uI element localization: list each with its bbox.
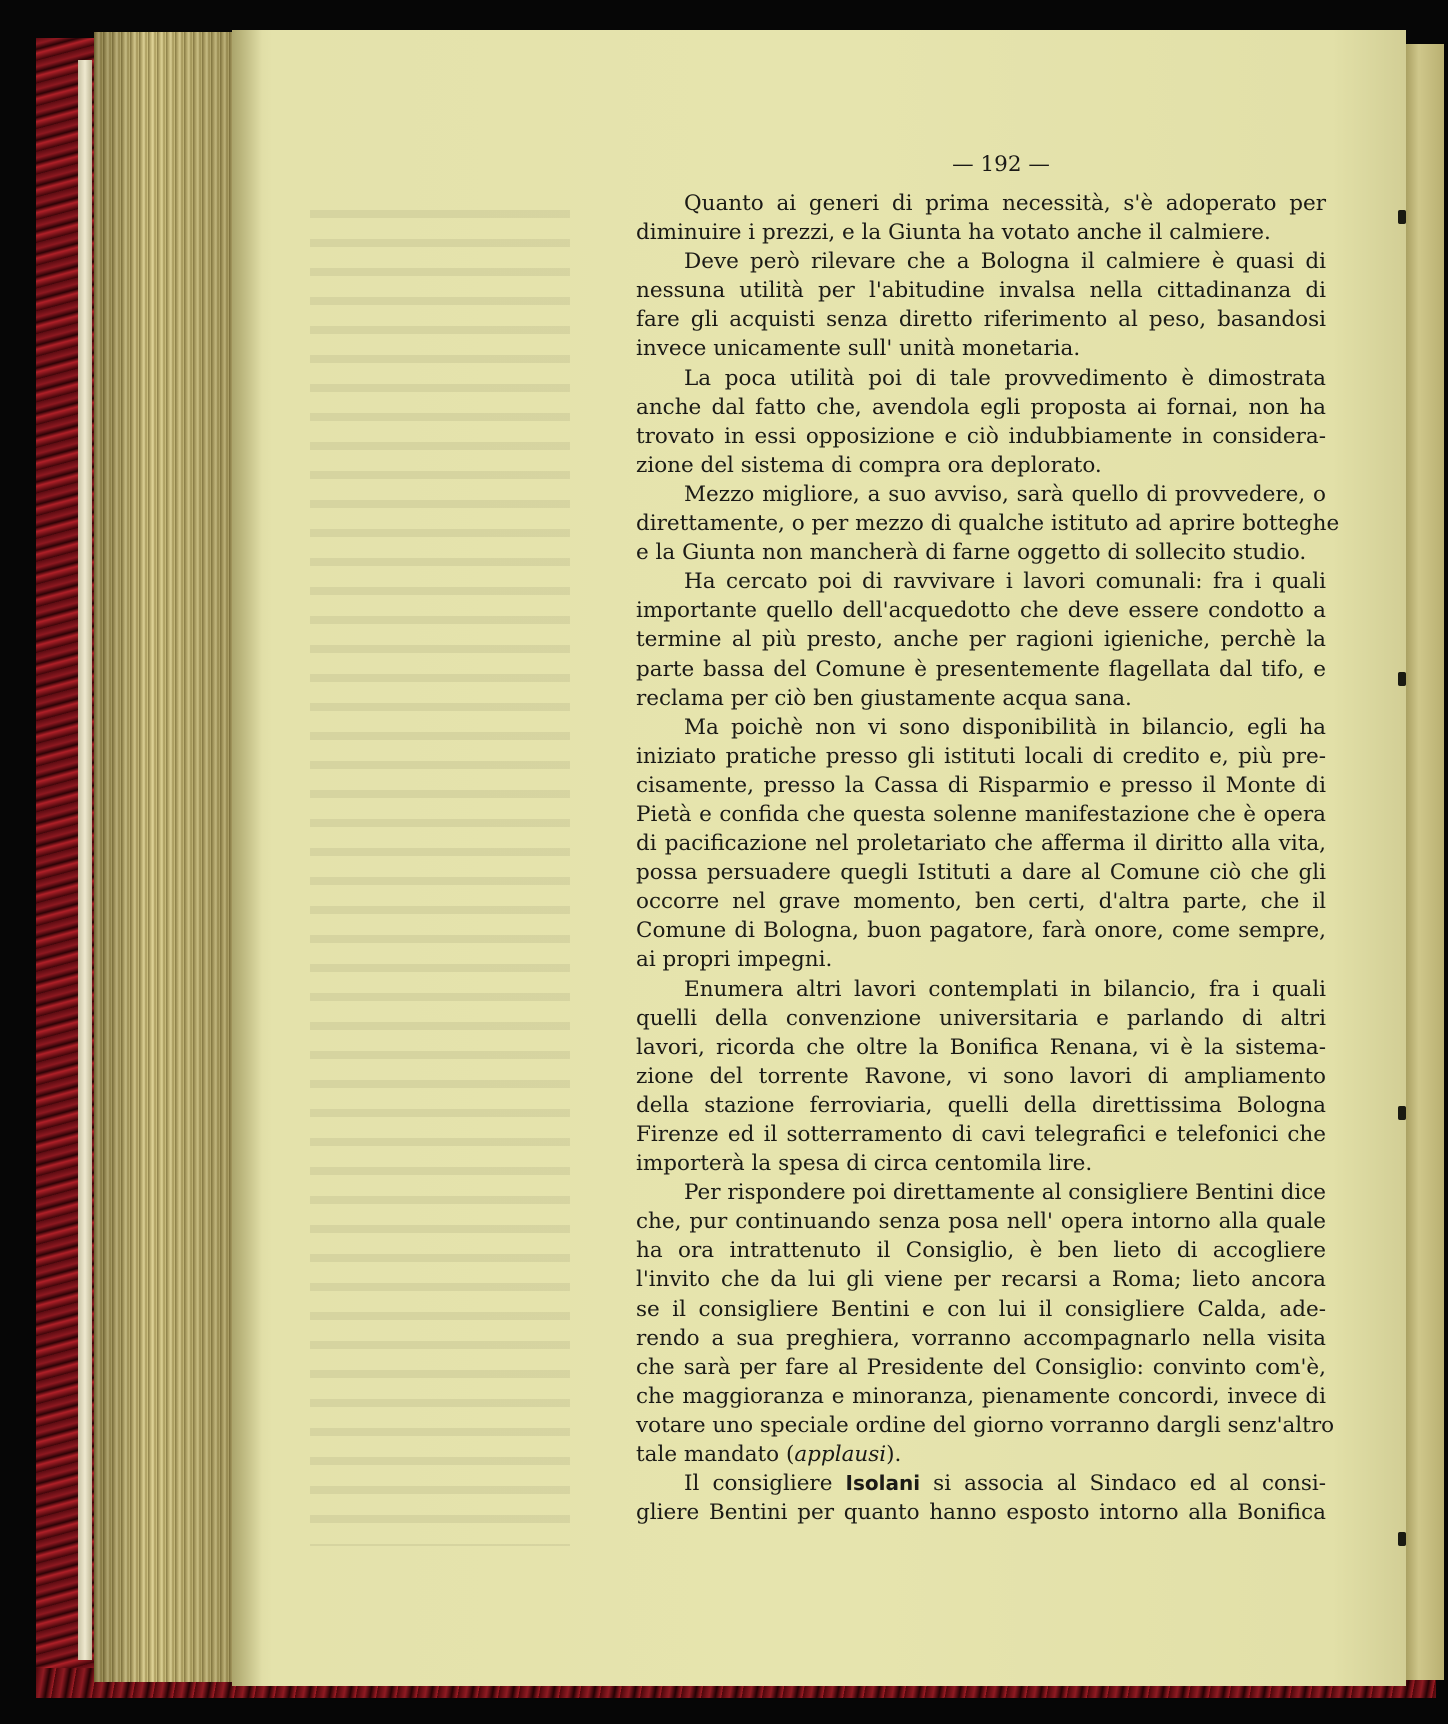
paragraph [636, 975, 1326, 1179]
text-line: Comune di Bologna, buon pagatore, farà onore, come sempre, [636, 918, 1326, 944]
paragraph [636, 247, 1326, 363]
closing-suffix: ). [886, 1442, 902, 1468]
text-line: ha ora intrattenuto il Consiglio, è ben lieto di accogliere [636, 1238, 1326, 1264]
edge-mark [1398, 672, 1406, 686]
edge-mark [1398, 210, 1406, 224]
text-line: importante quello dell'acquedotto che deve essere condotto a [636, 598, 1326, 624]
paragraph [636, 480, 1340, 567]
text-line: Mezzo migliore, a suo avviso, sarà quello di provvedere, o [684, 481, 1326, 507]
text-line: Pietà e confida che questa solenne manifestazione che è opera [636, 801, 1326, 827]
binding-edge [78, 60, 92, 1660]
text-line: se il consigliere Bentini e con lui il consigliere Calda, ade- [636, 1296, 1326, 1322]
text-line: Ma poichè non vi sono disponibilità in bilancio, egli ha [684, 714, 1326, 740]
edge-mark [1398, 1532, 1406, 1546]
text-line: Ha cercato poi di ravvivare i lavori comunali: fra i quali [684, 569, 1326, 595]
line-suffix: si associa al Sindaco ed al consi- [933, 1471, 1327, 1497]
text-line: direttamente, o per mezzo di qualche istituto ad aprire botteghe [636, 511, 1340, 537]
text-line: gliere Bentini per quanto hanno esposto intorno alla Bonifica [636, 1500, 1326, 1526]
text-line: e la Giunta non mancherà di farne oggetto di sollecito studio. [636, 540, 1307, 566]
text-line: La poca utilità poi di tale provvedimento è dimostrata [684, 365, 1326, 391]
text-line: parte bassa del Comune è presentemente flagellata dal tifo, e [636, 656, 1326, 682]
text-line: Enumera altri lavori contemplati in bilancio, fra i quali [684, 976, 1326, 1002]
applause-note: applausi [794, 1442, 887, 1468]
text-line: iniziato pratiche presso gli istituti locali di credito e, più pre- [636, 743, 1326, 769]
facing-page-edge [1402, 44, 1444, 1680]
text-line: Firenze ed il sotterramento di cavi telegrafici e telefonici che [636, 1122, 1326, 1147]
text-line: anche dal fatto che, avendola egli proposta ai fornai, non ha [636, 394, 1326, 420]
page-number: — 192 — [952, 152, 1050, 177]
text-line: che sarà per fare al Presidente del Consiglio: convinto com'è, [636, 1354, 1326, 1380]
text-line: invece unicamente sull' unità monetaria. [636, 336, 1081, 362]
text-line: della stazione ferroviaria, quelli della direttissima Bologna [636, 1092, 1326, 1118]
page-edges-shade [94, 32, 234, 1682]
text-line: occorre nel grave momento, ben certi, d'altra parte, che il [636, 889, 1326, 915]
text-line: cisamente, presso la Cassa di Risparmio e presso il Monte di [636, 772, 1326, 798]
paragraph [636, 713, 1326, 975]
text-line: che, pur continuando senza posa nell' opera intorno alla quale [636, 1209, 1326, 1235]
show-through-text [310, 196, 570, 1546]
text-line: l'invito che da lui gli viene per recarsi a Roma; lieto ancora [636, 1267, 1326, 1293]
text-line: Per rispondere poi direttamente al consigliere Bentini dice [684, 1180, 1326, 1206]
text-line: possa persuadere quegli Istituti a dare al Comune ciò che gli [636, 860, 1326, 886]
text-line: zione del sistema di compra ora deplorato. [636, 452, 1102, 478]
text-line: importerà la spesa di circa centomila lire. [636, 1151, 1093, 1177]
page-text [636, 150, 1340, 1527]
text-line [636, 1469, 1326, 1498]
paragraph [636, 1178, 1335, 1469]
text-line: di pacificazione nel proletariato che afferma il diritto alla vita, [636, 831, 1326, 857]
text-line: quelli della convenzione universitaria e parlando di altri [636, 1005, 1326, 1031]
text-line: nessuna utilità per l'abitudine invalsa nella cittadinanza di [636, 278, 1326, 304]
edge-mark [1398, 1106, 1406, 1120]
text-line: trovato in essi opposizione e ciò indubbiamente in considera- [636, 423, 1326, 449]
paragraph [636, 189, 1326, 247]
paragraph [636, 567, 1326, 712]
text-line [636, 1440, 1326, 1469]
text-line: Quanto ai generi di prima necessità, s'è adoperato per [684, 191, 1326, 216]
paragraph [636, 1469, 1326, 1527]
speaker-name: Isolani [845, 1471, 921, 1496]
text-line: reclama per ciò ben giustamente acqua sana. [636, 685, 1132, 711]
page-gutter-shadow [232, 30, 262, 1686]
text-line: fare gli acquisti senza diretto riferimento al peso, basandosi [636, 307, 1326, 333]
line-prefix: Il consigliere [684, 1471, 833, 1497]
text-line: lavori, ricorda che oltre la Bonifica Renana, vi è la sistema- [636, 1034, 1326, 1060]
text-line: termine al più presto, anche per ragioni igieniche, perchè la [636, 627, 1326, 653]
closing-prefix: tale mandato ( [636, 1442, 795, 1468]
text-line: rendo a sua preghiera, vorranno accompagnarlo nella visita [636, 1325, 1326, 1351]
text-line: zione del torrente Ravone, vi sono lavori di ampliamento [636, 1063, 1326, 1089]
text-line: che maggioranza e minoranza, pienamente concordi, invece di [636, 1383, 1326, 1409]
text-line: Deve però rilevare che a Bologna il calmiere è quasi di [684, 249, 1326, 275]
text-line: votare uno speciale ordine del giorno vorranno dargli senz'altro [636, 1412, 1335, 1438]
paragraph [636, 364, 1326, 480]
text-line: ai propri impegni. [636, 947, 833, 973]
text-line: diminuire i prezzi, e la Giunta ha votato anche il calmiere. [636, 220, 1271, 246]
